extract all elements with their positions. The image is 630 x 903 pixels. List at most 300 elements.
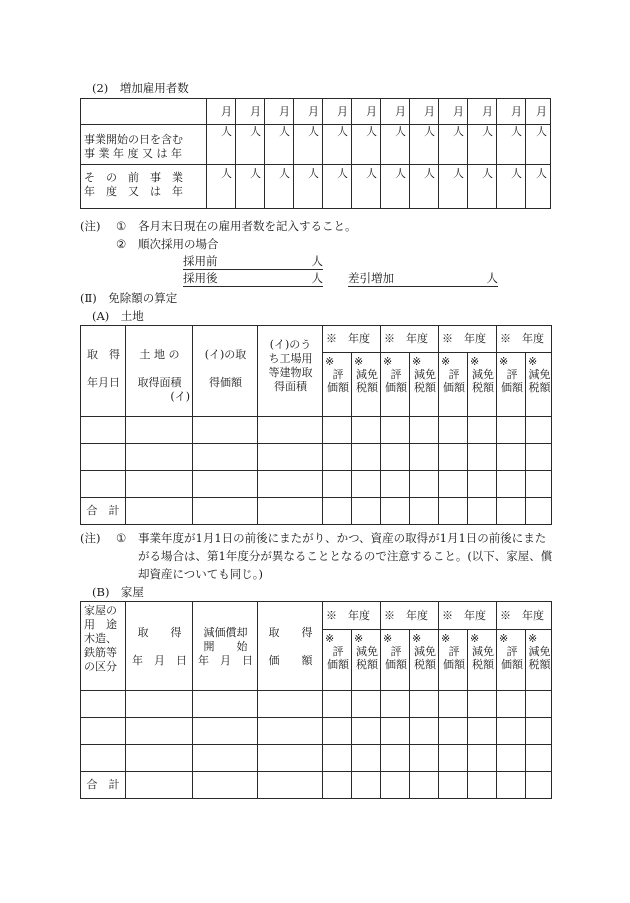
note1-prefix: (注) bbox=[80, 219, 101, 233]
input-cell[interactable] bbox=[323, 691, 352, 718]
exempt-tax-header bbox=[526, 353, 552, 417]
person-count-cell[interactable] bbox=[294, 165, 323, 209]
person-unit: 人 bbox=[250, 125, 261, 138]
person-count-cell[interactable] bbox=[439, 125, 468, 165]
note1-item1-text: 各月末日現在の雇用者数を記入すること。 bbox=[138, 219, 357, 233]
input-cell[interactable] bbox=[323, 417, 352, 444]
input-cell[interactable] bbox=[81, 691, 126, 718]
after-hire-label: 採用後 bbox=[183, 271, 218, 285]
input-cell[interactable] bbox=[81, 444, 126, 471]
total-cell[interactable] bbox=[323, 498, 352, 525]
input-cell[interactable] bbox=[323, 471, 352, 498]
input-cell[interactable] bbox=[497, 417, 526, 444]
current-year-row bbox=[81, 125, 551, 165]
person-unit: 人 bbox=[308, 167, 319, 180]
person-unit: 人 bbox=[482, 167, 493, 180]
total-cell[interactable] bbox=[193, 498, 258, 525]
input-cell[interactable] bbox=[468, 745, 497, 772]
sub-header-line: 価額 bbox=[327, 381, 349, 394]
table-row bbox=[81, 718, 552, 745]
input-cell[interactable] bbox=[497, 718, 526, 745]
person-unit: 人 bbox=[308, 125, 319, 138]
total-cell[interactable] bbox=[352, 772, 381, 799]
person-unit: 人 bbox=[511, 167, 522, 180]
sub-header-line: 評 bbox=[332, 368, 344, 381]
section-ii-heading: (Ⅱ) 免除額の算定 bbox=[80, 291, 178, 305]
input-cell[interactable] bbox=[381, 417, 410, 444]
month-unit: 月 bbox=[395, 104, 406, 118]
evaluation-amount-header bbox=[381, 353, 410, 417]
header-line bbox=[129, 640, 190, 654]
input-cell[interactable] bbox=[526, 718, 552, 745]
sub-header-line: 減免 bbox=[528, 645, 551, 658]
person-unit: 人 bbox=[511, 125, 522, 138]
header-line: 用 途 bbox=[84, 618, 117, 631]
month-unit: 月 bbox=[424, 104, 435, 118]
total-cell[interactable] bbox=[352, 498, 381, 525]
header-line: 開 始 bbox=[203, 640, 248, 653]
input-cell[interactable] bbox=[193, 691, 258, 718]
input-cell[interactable] bbox=[81, 417, 126, 444]
header-line: 取得面積 bbox=[137, 376, 182, 389]
total-row bbox=[81, 498, 552, 525]
table-row bbox=[81, 745, 552, 772]
previous-year-row bbox=[81, 165, 551, 209]
person-unit: 人 bbox=[221, 167, 232, 180]
previous-year-row-label-line: そ の 前 事 業 bbox=[84, 171, 183, 184]
land-col-factory-area bbox=[258, 326, 323, 417]
person-unit: 人 bbox=[395, 125, 406, 138]
header-line bbox=[84, 362, 123, 376]
person-count-cell[interactable] bbox=[497, 125, 526, 165]
total-cell[interactable] bbox=[497, 498, 526, 525]
total-cell[interactable] bbox=[468, 772, 497, 799]
input-cell[interactable] bbox=[258, 745, 323, 772]
exempt-tax-header bbox=[410, 353, 439, 417]
input-cell[interactable] bbox=[526, 691, 552, 718]
input-cell[interactable] bbox=[410, 718, 439, 745]
month-cell bbox=[294, 99, 323, 125]
header-line: (イ)のう bbox=[269, 338, 312, 351]
table-row bbox=[81, 691, 552, 718]
input-cell[interactable] bbox=[193, 745, 258, 772]
header-line: の区分 bbox=[84, 660, 117, 673]
person-count-cell[interactable] bbox=[207, 165, 236, 209]
year-label: ※ 年度 bbox=[326, 608, 370, 622]
input-cell[interactable] bbox=[126, 718, 193, 745]
sub-header-line: 減免 bbox=[472, 368, 494, 381]
header-line: 取 得 bbox=[268, 626, 313, 639]
sub-header-line: 評 bbox=[390, 645, 402, 658]
house-col-acquired-date bbox=[126, 602, 193, 691]
person-count-cell[interactable] bbox=[207, 125, 236, 165]
person-count-cell[interactable] bbox=[265, 125, 294, 165]
sub-header-line: 税額 bbox=[528, 658, 551, 671]
input-cell[interactable] bbox=[439, 444, 468, 471]
input-cell[interactable] bbox=[497, 691, 526, 718]
person-count-cell[interactable] bbox=[468, 165, 497, 209]
asterisk-mark: ※ bbox=[528, 355, 538, 368]
exempt-tax-header bbox=[526, 630, 552, 691]
asterisk-mark: ※ bbox=[412, 632, 422, 645]
total-cell[interactable] bbox=[323, 772, 352, 799]
house-heading: (B) 家屋 bbox=[92, 585, 144, 599]
sub-header-line: 減免 bbox=[528, 368, 551, 381]
month-unit: 月 bbox=[337, 104, 348, 118]
person-unit: 人 bbox=[337, 125, 348, 138]
month-unit: 月 bbox=[308, 104, 319, 118]
input-cell[interactable] bbox=[526, 417, 552, 444]
sub-header-line: 価額 bbox=[443, 658, 465, 671]
evaluation-amount-header bbox=[439, 353, 468, 417]
sub-header-line: 税額 bbox=[356, 658, 378, 671]
sub-header-line: 税額 bbox=[528, 381, 551, 394]
person-count-cell[interactable] bbox=[323, 125, 352, 165]
land-col-acquired-date bbox=[81, 326, 126, 417]
land-col-price bbox=[193, 326, 258, 417]
evaluation-amount-header bbox=[381, 630, 410, 691]
input-cell[interactable] bbox=[497, 471, 526, 498]
month-cell bbox=[497, 99, 526, 125]
asterisk-mark: ※ bbox=[441, 632, 451, 645]
asterisk-mark: ※ bbox=[383, 632, 393, 645]
evaluation-amount-header bbox=[497, 630, 526, 691]
year-label: ※ 年度 bbox=[384, 608, 428, 622]
month-unit: 月 bbox=[279, 104, 290, 118]
land-table bbox=[80, 325, 552, 525]
asterisk-mark: ※ bbox=[470, 355, 480, 368]
total-label: 合 計 bbox=[86, 504, 120, 517]
sub-header-line: 価額 bbox=[443, 381, 465, 394]
sub-header-line: 評 bbox=[448, 645, 460, 658]
input-cell[interactable] bbox=[468, 471, 497, 498]
house-col-price bbox=[258, 602, 323, 691]
input-cell[interactable] bbox=[193, 471, 258, 498]
input-cell[interactable] bbox=[381, 471, 410, 498]
input-cell[interactable] bbox=[126, 417, 193, 444]
asterisk-mark: ※ bbox=[470, 632, 480, 645]
input-cell[interactable] bbox=[468, 718, 497, 745]
person-count-cell[interactable] bbox=[439, 165, 468, 209]
asterisk-mark: ※ bbox=[499, 355, 509, 368]
month-cell bbox=[526, 99, 551, 125]
input-cell[interactable] bbox=[410, 471, 439, 498]
person-count-cell[interactable] bbox=[323, 165, 352, 209]
person-unit: 人 bbox=[424, 167, 435, 180]
total-cell[interactable] bbox=[126, 772, 193, 799]
input-cell[interactable] bbox=[410, 417, 439, 444]
table-row bbox=[81, 471, 552, 498]
header-line: 減価償却 bbox=[203, 626, 248, 639]
total-cell[interactable] bbox=[258, 772, 323, 799]
input-cell[interactable] bbox=[439, 745, 468, 772]
after-hire-line bbox=[183, 271, 323, 287]
total-cell[interactable] bbox=[258, 498, 323, 525]
input-cell[interactable] bbox=[126, 471, 193, 498]
asterisk-mark: ※ bbox=[528, 632, 538, 645]
input-cell[interactable] bbox=[352, 417, 381, 444]
input-cell[interactable] bbox=[323, 745, 352, 772]
input-cell[interactable] bbox=[126, 444, 193, 471]
month-cell bbox=[265, 99, 294, 125]
sub-header-line: 税額 bbox=[472, 658, 494, 671]
person-count-cell[interactable] bbox=[381, 165, 410, 209]
input-cell[interactable] bbox=[468, 417, 497, 444]
total-cell[interactable] bbox=[497, 772, 526, 799]
evaluation-amount-header bbox=[439, 630, 468, 691]
note2-num: ① bbox=[116, 531, 127, 545]
asterisk-mark: ※ bbox=[441, 355, 451, 368]
total-label: 合 計 bbox=[86, 778, 120, 791]
person-unit: 人 bbox=[536, 167, 547, 180]
person-count-cell[interactable] bbox=[352, 165, 381, 209]
input-cell[interactable] bbox=[193, 444, 258, 471]
land-col-area bbox=[126, 326, 193, 417]
month-cell bbox=[468, 99, 497, 125]
total-cell[interactable] bbox=[526, 772, 552, 799]
person-count-cell[interactable] bbox=[352, 125, 381, 165]
total-row bbox=[81, 772, 552, 799]
input-cell[interactable] bbox=[258, 417, 323, 444]
input-cell[interactable] bbox=[258, 691, 323, 718]
net-increase-line bbox=[348, 271, 498, 287]
header-line: 鉄筋等 bbox=[84, 646, 117, 659]
house-year-header-2 bbox=[381, 602, 439, 630]
header-line: 価 額 bbox=[268, 654, 313, 667]
month-unit: 月 bbox=[453, 104, 464, 118]
month-cell bbox=[323, 99, 352, 125]
person-count-cell[interactable] bbox=[410, 165, 439, 209]
sub-header-line: 評 bbox=[506, 368, 518, 381]
input-cell[interactable] bbox=[258, 718, 323, 745]
input-cell[interactable] bbox=[439, 718, 468, 745]
sub-header-line: 価額 bbox=[501, 381, 523, 394]
before-hire-label: 採用前 bbox=[183, 254, 218, 268]
header-line: 取 得 bbox=[137, 626, 182, 639]
input-cell[interactable] bbox=[193, 718, 258, 745]
input-cell[interactable] bbox=[439, 691, 468, 718]
input-cell[interactable] bbox=[323, 444, 352, 471]
asterisk-mark: ※ bbox=[325, 355, 335, 368]
net-increase-unit: 人 bbox=[486, 271, 498, 285]
month-unit: 月 bbox=[511, 104, 522, 118]
total-cell[interactable] bbox=[381, 772, 410, 799]
table-row bbox=[81, 417, 552, 444]
previous-year-row-label bbox=[81, 165, 207, 209]
asterisk-mark: ※ bbox=[325, 632, 335, 645]
employee-corner-cell bbox=[81, 99, 207, 125]
input-cell[interactable] bbox=[352, 745, 381, 772]
person-unit: 人 bbox=[250, 167, 261, 180]
total-label-cell bbox=[81, 772, 126, 799]
total-cell[interactable] bbox=[468, 498, 497, 525]
sub-header-line: 減免 bbox=[356, 645, 378, 658]
total-cell[interactable] bbox=[439, 772, 468, 799]
person-unit: 人 bbox=[424, 125, 435, 138]
sub-header-line: 減免 bbox=[472, 645, 494, 658]
note1-item2-text: 順次採用の場合 bbox=[138, 237, 219, 251]
section-2-heading: (2) 増加雇用者数 bbox=[92, 81, 189, 95]
sub-header-line: 価額 bbox=[327, 658, 349, 671]
sub-header-line: 税額 bbox=[414, 381, 436, 394]
total-label-cell bbox=[81, 498, 126, 525]
month-unit: 月 bbox=[536, 104, 547, 118]
person-count-cell[interactable] bbox=[468, 125, 497, 165]
current-year-row-label bbox=[81, 125, 207, 165]
sub-header-line: 評 bbox=[448, 368, 460, 381]
header-line: 得価額 bbox=[209, 376, 242, 389]
total-cell[interactable] bbox=[410, 498, 439, 525]
sub-header-line: 評 bbox=[332, 645, 344, 658]
person-unit: 人 bbox=[395, 167, 406, 180]
note2-prefix: (注) bbox=[80, 531, 101, 545]
total-cell[interactable] bbox=[439, 498, 468, 525]
asterisk-mark: ※ bbox=[354, 632, 364, 645]
person-unit: 人 bbox=[366, 125, 377, 138]
header-line: ち工場用 bbox=[268, 352, 313, 365]
total-cell[interactable] bbox=[126, 498, 193, 525]
house-table bbox=[80, 601, 552, 799]
header-line: 土 地 の bbox=[139, 348, 180, 361]
header-line: 年 月 日 bbox=[198, 654, 253, 667]
note1-item2-num: ② bbox=[116, 237, 127, 251]
input-cell[interactable] bbox=[193, 417, 258, 444]
land-year-header-4 bbox=[497, 326, 552, 353]
year-label: ※ 年度 bbox=[442, 608, 486, 622]
land-year-header-2 bbox=[381, 326, 439, 353]
input-cell[interactable] bbox=[81, 745, 126, 772]
land-year-header-1 bbox=[323, 326, 381, 353]
sub-header-line: 評 bbox=[390, 368, 402, 381]
input-cell[interactable] bbox=[497, 444, 526, 471]
person-count-cell[interactable] bbox=[236, 125, 265, 165]
input-cell[interactable] bbox=[258, 471, 323, 498]
note1-item1-num: ① bbox=[116, 219, 127, 233]
header-line: 等建物取 bbox=[268, 366, 313, 379]
land-heading: (A) 土地 bbox=[92, 309, 144, 323]
person-count-cell[interactable] bbox=[526, 165, 551, 209]
house-year-header-3 bbox=[439, 602, 497, 630]
exempt-tax-header bbox=[352, 630, 381, 691]
person-count-cell[interactable] bbox=[410, 125, 439, 165]
header-line: 得面積 bbox=[274, 380, 307, 393]
before-hire-line bbox=[183, 254, 323, 270]
input-cell[interactable] bbox=[526, 444, 552, 471]
person-count-cell[interactable] bbox=[381, 125, 410, 165]
input-cell[interactable] bbox=[352, 718, 381, 745]
sub-header-line: 税額 bbox=[414, 658, 436, 671]
input-cell[interactable] bbox=[381, 745, 410, 772]
year-label: ※ 年度 bbox=[384, 332, 428, 345]
asterisk-mark: ※ bbox=[354, 355, 364, 368]
input-cell[interactable] bbox=[352, 691, 381, 718]
input-cell[interactable] bbox=[381, 691, 410, 718]
person-unit: 人 bbox=[536, 125, 547, 138]
current-year-row-label-line: 事 業 年 度 又 は 年 bbox=[84, 147, 182, 160]
input-cell[interactable] bbox=[352, 471, 381, 498]
person-unit: 人 bbox=[482, 125, 493, 138]
input-cell[interactable] bbox=[526, 471, 552, 498]
person-unit: 人 bbox=[337, 167, 348, 180]
house-col-usage bbox=[81, 602, 126, 691]
input-cell[interactable] bbox=[126, 691, 193, 718]
header-line bbox=[196, 362, 255, 376]
evaluation-amount-header bbox=[323, 353, 352, 417]
sub-header-line: 価額 bbox=[501, 658, 523, 671]
input-cell[interactable] bbox=[81, 471, 126, 498]
total-cell[interactable] bbox=[381, 498, 410, 525]
evaluation-amount-header bbox=[323, 630, 352, 691]
input-cell[interactable] bbox=[381, 718, 410, 745]
sub-header-line: 減免 bbox=[414, 368, 436, 381]
person-unit: 人 bbox=[453, 167, 464, 180]
employee-table bbox=[80, 98, 551, 209]
year-label: ※ 年度 bbox=[326, 332, 370, 345]
header-line: (イ)の取 bbox=[204, 348, 247, 361]
person-count-cell[interactable] bbox=[265, 165, 294, 209]
month-cell bbox=[352, 99, 381, 125]
month-cell bbox=[236, 99, 265, 125]
header-line: (イ) bbox=[170, 390, 190, 403]
input-cell[interactable] bbox=[439, 471, 468, 498]
person-unit: 人 bbox=[279, 125, 290, 138]
input-cell[interactable] bbox=[81, 718, 126, 745]
month-cell bbox=[410, 99, 439, 125]
input-cell[interactable] bbox=[468, 444, 497, 471]
input-cell[interactable] bbox=[468, 691, 497, 718]
employee-month-row bbox=[81, 99, 551, 125]
input-cell[interactable] bbox=[410, 745, 439, 772]
input-cell[interactable] bbox=[497, 745, 526, 772]
month-cell bbox=[439, 99, 468, 125]
person-count-cell[interactable] bbox=[236, 165, 265, 209]
input-cell[interactable] bbox=[410, 691, 439, 718]
note2-line-1: 事業年度が1月1日の前後にまたがり、かつ、資産の取得が1月1日の前後にまた bbox=[138, 531, 547, 545]
header-line: 木造、 bbox=[84, 632, 117, 645]
month-cell bbox=[381, 99, 410, 125]
person-count-cell[interactable] bbox=[294, 125, 323, 165]
year-label: ※ 年度 bbox=[500, 332, 544, 345]
input-cell[interactable] bbox=[126, 745, 193, 772]
input-cell[interactable] bbox=[381, 444, 410, 471]
header-line: 家屋の bbox=[84, 604, 117, 617]
header-line: 年月日 bbox=[87, 376, 120, 389]
table-row bbox=[81, 444, 552, 471]
evaluation-amount-header bbox=[497, 353, 526, 417]
asterisk-mark: ※ bbox=[412, 355, 422, 368]
asterisk-mark: ※ bbox=[383, 355, 393, 368]
person-count-cell[interactable] bbox=[526, 125, 551, 165]
total-cell[interactable] bbox=[410, 772, 439, 799]
year-label: ※ 年度 bbox=[500, 608, 544, 622]
current-year-row-label-line: 事業開始の日を含む bbox=[84, 133, 183, 146]
input-cell[interactable] bbox=[410, 444, 439, 471]
input-cell[interactable] bbox=[323, 718, 352, 745]
sub-header-line: 税額 bbox=[356, 381, 378, 394]
input-cell[interactable] bbox=[439, 417, 468, 444]
month-cell bbox=[207, 99, 236, 125]
total-cell[interactable] bbox=[526, 498, 552, 525]
total-cell[interactable] bbox=[193, 772, 258, 799]
input-cell[interactable] bbox=[526, 745, 552, 772]
sub-header-line: 評 bbox=[506, 645, 518, 658]
person-count-cell[interactable] bbox=[497, 165, 526, 209]
input-cell[interactable] bbox=[352, 444, 381, 471]
asterisk-mark: ※ bbox=[499, 632, 509, 645]
input-cell[interactable] bbox=[258, 444, 323, 471]
exempt-tax-header bbox=[468, 630, 497, 691]
land-year-header-3 bbox=[439, 326, 497, 353]
